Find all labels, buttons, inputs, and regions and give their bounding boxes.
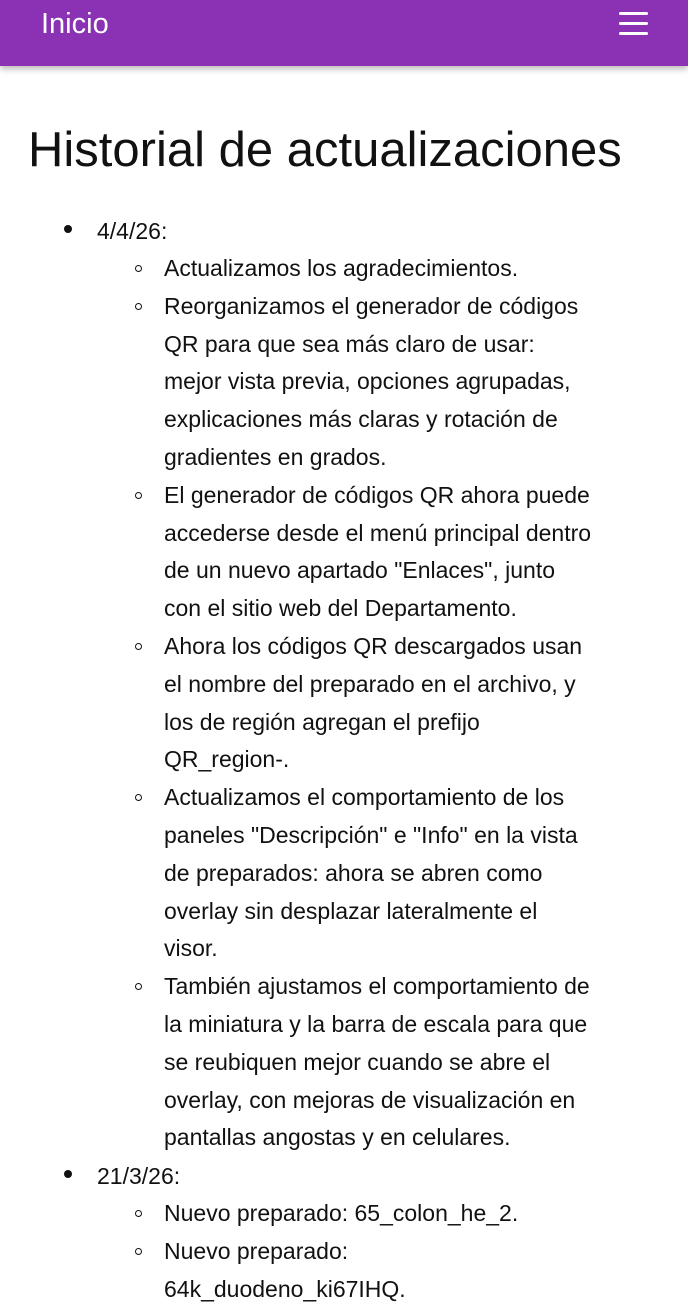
bullet-circle: [135, 794, 142, 801]
bullet-circle: [135, 1248, 142, 1255]
update-history-list: [0, 212, 688, 1309]
update-item: [97, 779, 594, 968]
update-item-text: Nuevo preparado: 64k_duodeno_ki67IHQ.: [164, 1237, 406, 1302]
bullet-circle: [135, 303, 142, 310]
update-item-text: Nuevo preparado: 65_colon_he_2.: [164, 1200, 519, 1227]
update-item-text: El generador de códigos QR ahora puede accederse desde el menú principal dentro de un nuevo apartado "Enlaces", junto con el sitio web del Departamento.: [164, 481, 592, 622]
update-item-text: Actualizamos los agradecimientos.: [164, 255, 519, 281]
menu-bar-line: [619, 22, 648, 25]
update-entry: [0, 1157, 688, 1308]
bullet-dot: [64, 225, 72, 233]
update-item-text: Reorganizamos el generador de códigos QR para que sea más claro de usar: mejor vista previa, opciones agrupadas, explicaciones más claras y rotación de gradientes en grados.: [164, 292, 579, 470]
bullet-circle: [135, 643, 142, 650]
update-entry: [0, 212, 688, 1157]
update-item: [97, 1233, 594, 1309]
page-title: Historial de actualizaciones: [28, 123, 622, 177]
update-items: [97, 250, 688, 1157]
update-items: [97, 1195, 688, 1308]
update-date: 4/4/26:: [97, 218, 168, 244]
top-navigation-bar: [0, 0, 688, 66]
update-item: [97, 288, 594, 477]
hamburger-menu-icon[interactable]: [619, 11, 648, 36]
bullet-circle: [135, 265, 142, 272]
update-item: [97, 250, 594, 288]
bullet-circle: [135, 983, 142, 990]
home-link[interactable]: Inicio: [41, 8, 109, 40]
menu-bar-line: [619, 32, 648, 35]
bullet-dot: [64, 1170, 72, 1178]
menu-bar-line: [619, 12, 648, 15]
update-item-text: También ajustamos el comportamiento de la miniatura y la barra de escala para que se reubiquen mejor cuando se abre el overlay, con mejoras de visualización en pantallas angostas y en celulares.: [164, 973, 590, 1151]
bullet-circle: [135, 1210, 142, 1217]
bullet-circle: [135, 492, 142, 499]
update-item-text: Actualizamos el comportamiento de los paneles "Descripción" e "Info" en la vista de preparados: ahora se abren como overlay sin desplazar lateralmente el visor.: [164, 784, 578, 962]
update-item-text: Ahora los códigos QR descargados usan el nombre del preparado en el archivo, y los de región agregan el prefijo QR_region-.: [164, 632, 583, 773]
update-item: [97, 628, 594, 779]
update-date: 21/3/26:: [97, 1163, 181, 1190]
update-item: [97, 477, 594, 628]
update-item: [97, 968, 594, 1157]
update-item: [97, 1195, 594, 1233]
